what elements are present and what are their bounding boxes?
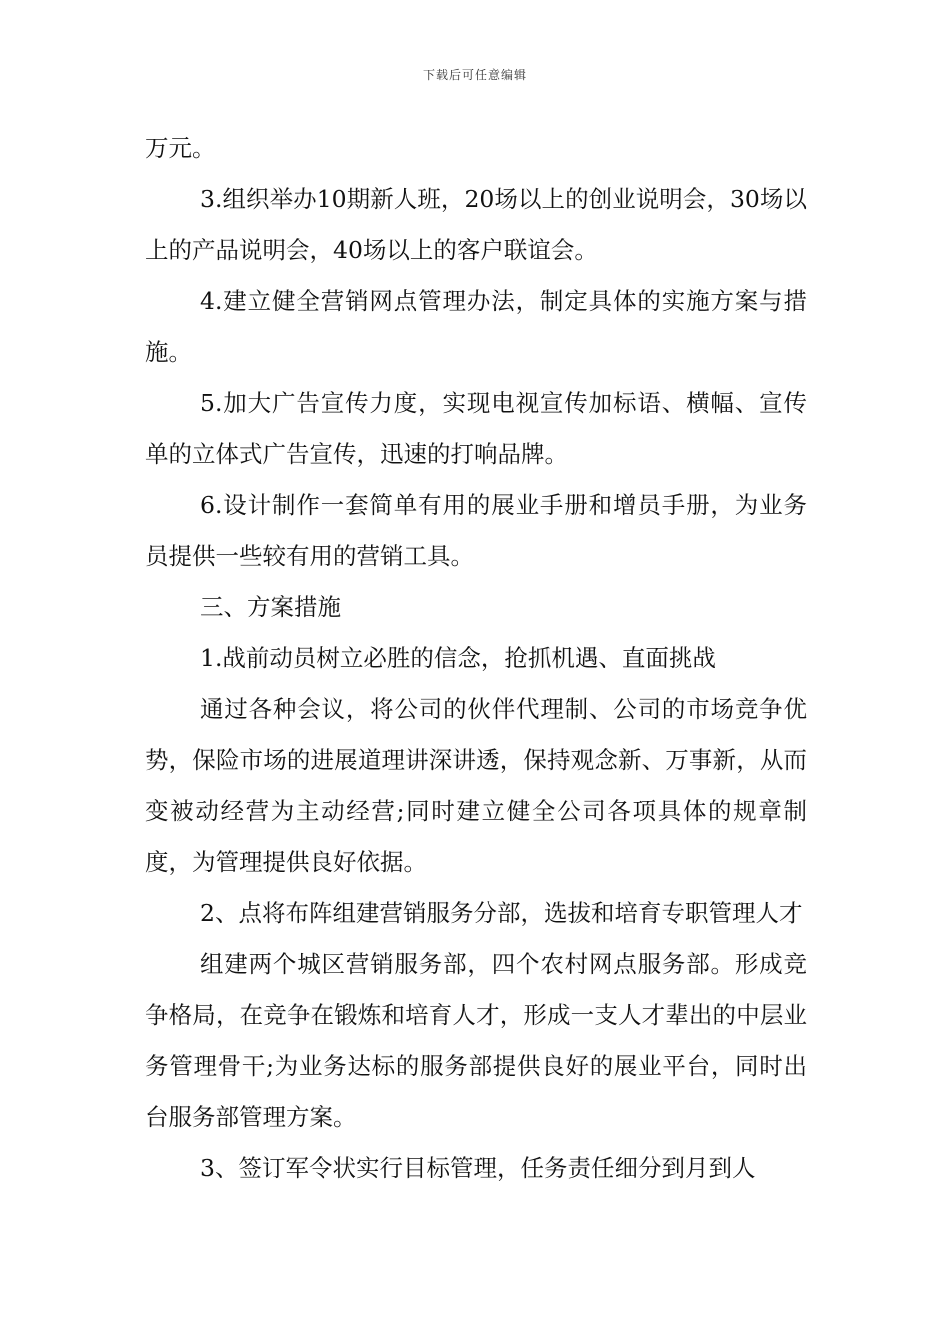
paragraph: 3.组织举办10期新人班，20场以上的创业说明会，30场以上的产品说明会，40场以上的客户联谊会。 — [145, 185, 807, 264]
sub-heading: 3、签订军令状实行目标管理，任务责任细分到月到人 — [200, 1154, 756, 1182]
paragraph: 5.加大广告宣传力度，实现电视宣传加标语、横幅、宣传单的立体式广告宣传，迅速的打响品牌。 — [145, 389, 807, 468]
paragraph: 通过各种会议，将公司的伙伴代理制、公司的市场竞争优势，保险市场的进展道理讲深讲透，保持观念新、万事新，从而变被动经营为主动经营;同时建立健全公司各项具体的规章制度，为管理提供良好依据。 — [145, 695, 807, 876]
document-body — [145, 123, 807, 1194]
sub-heading: 2、点将布阵组建营销服务分部，选拔和培育专职管理人才 — [200, 899, 803, 927]
section-heading: 三、方案措施 — [200, 593, 341, 621]
sub-heading: 1.战前动员树立必胜的信念，抢抓机遇、直面挑战 — [200, 644, 716, 672]
paragraph: 组建两个城区营销服务部，四个农村网点服务部。形成竞争格局，在竞争在锻炼和培育人才，形成一支人才辈出的中层业务管理骨干;为业务达标的服务部提供良好的展业平台，同时出台服务部管理方案。 — [145, 950, 807, 1131]
paragraph: 4.建立健全营销网点管理办法，制定具体的实施方案与措施。 — [145, 287, 807, 366]
header-note: 下载后可任意编辑 — [422, 68, 527, 82]
paragraph: 万元。 — [145, 134, 216, 162]
paragraph: 6.设计制作一套简单有用的展业手册和增员手册，为业务员提供一些较有用的营销工具。 — [145, 491, 807, 570]
